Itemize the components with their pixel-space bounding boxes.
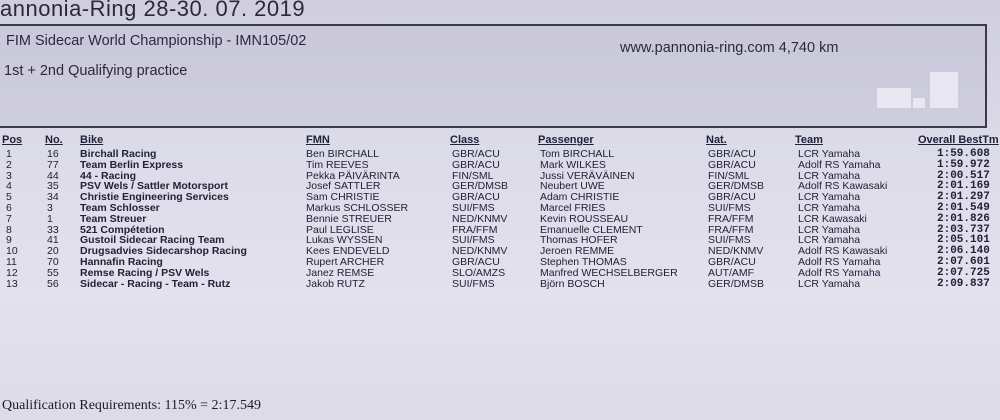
logo-fragment xyxy=(877,88,911,108)
table-row xyxy=(0,267,1000,278)
cell-passenger: Marcel FRIES xyxy=(540,202,606,214)
cell-pos: 13 xyxy=(6,277,18,290)
cell-class: NED/KNMV xyxy=(452,212,508,225)
cell-no: 33 xyxy=(47,223,59,236)
cell-no: 44 xyxy=(47,169,59,182)
cell-no: 70 xyxy=(47,256,59,268)
cell-best: 2:01.297 xyxy=(937,191,990,204)
cell-no: 56 xyxy=(47,277,59,290)
cell-nat: FRA/FFM xyxy=(708,223,754,236)
cell-best: 2:07.725 xyxy=(937,266,990,279)
col-header-fmn: FMN xyxy=(306,134,330,146)
table-row xyxy=(0,180,1000,191)
cell-no: 3 xyxy=(47,202,53,214)
cell-passenger: Stephen THOMAS xyxy=(540,256,627,268)
cell-best: 2:01.549 xyxy=(937,202,990,214)
cell-pos: 5 xyxy=(6,191,12,204)
cell-fmn: Markus SCHLOSSER xyxy=(306,202,409,214)
cell-class: NED/KNMV xyxy=(452,245,508,258)
cell-class: GBR/ACU xyxy=(452,256,500,268)
cell-best: 2:00.517 xyxy=(937,169,990,182)
cell-team: LCR Yamaha xyxy=(798,277,861,290)
cell-pos: 2 xyxy=(6,158,12,171)
cell-pos: 6 xyxy=(6,202,12,214)
cell-fmn: Sam CHRISTIE xyxy=(306,191,380,204)
cell-nat: GBR/ACU xyxy=(708,256,756,268)
cell-fmn: Lukas WYSSEN xyxy=(306,234,383,247)
col-header-bike: Bike xyxy=(80,134,104,146)
cell-best: 2:03.737 xyxy=(937,223,990,236)
cell-team: Adolf RS Kawasaki xyxy=(798,180,888,193)
cell-nat: SUI/FMS xyxy=(708,234,751,247)
cell-passenger: Adam CHRISTIE xyxy=(540,191,620,204)
table-row xyxy=(0,202,1000,213)
col-header-team: Team xyxy=(795,134,823,146)
cell-fmn: Janez REMSE xyxy=(306,266,375,279)
cell-fmn: Kees ENDEVELD xyxy=(306,245,390,258)
cell-nat: GER/DMSB xyxy=(708,180,765,193)
cell-bike: Team Streuer xyxy=(80,212,147,225)
cell-class: FIN/SML xyxy=(452,169,494,182)
table-row xyxy=(0,170,1000,181)
cell-nat: GBR/ACU xyxy=(708,158,756,171)
website-and-length: www.pannonia-ring.com 4,740 km xyxy=(620,40,839,56)
qualification-requirements: Qualification Requirements: 115% = 2:17.549 xyxy=(2,398,261,413)
cell-class: SLO/AMZS xyxy=(452,266,506,279)
table-row xyxy=(0,159,1000,170)
cell-class: GBR/ACU xyxy=(452,158,500,171)
cell-bike: Team Berlin Express xyxy=(80,158,184,171)
cell-passenger: Jussi VERÄVÄINEN xyxy=(540,169,635,182)
cell-nat: GBR/ACU xyxy=(708,148,756,160)
event-title: annonia-Ring 28-30. 07. 2019 xyxy=(0,0,306,21)
table-row xyxy=(0,278,1000,289)
cell-no: 77 xyxy=(47,158,59,171)
cell-fmn: Rupert ARCHER xyxy=(306,256,385,268)
cell-best: 2:06.140 xyxy=(937,245,990,258)
cell-bike: Sidecar - Racing - Team - Rutz xyxy=(80,277,231,290)
cell-team: LCR Kawasaki xyxy=(798,212,867,225)
table-row xyxy=(0,148,1000,159)
cell-passenger: Tom BIRCHALL xyxy=(540,148,615,160)
cell-team: Adolf RS Kawasaki xyxy=(798,245,888,258)
cell-team: Adolf RS Yamaha xyxy=(798,256,881,268)
table-row xyxy=(0,245,1000,256)
cell-no: 35 xyxy=(47,180,59,193)
table-row xyxy=(0,224,1000,235)
cell-best: 2:05.101 xyxy=(937,234,990,247)
cell-passenger: Neubert UWE xyxy=(540,180,605,193)
col-header-class: Class xyxy=(450,134,480,146)
cell-class: SUI/FMS xyxy=(452,202,495,214)
cell-best: 2:01.169 xyxy=(937,180,990,193)
col-header-passenger: Passenger xyxy=(538,134,594,146)
cell-pos: 12 xyxy=(6,266,18,279)
cell-passenger: Mark WILKES xyxy=(540,158,606,171)
cell-team: LCR Yamaha xyxy=(798,234,861,247)
cell-team: LCR Yamaha xyxy=(798,169,861,182)
cell-nat: AUT/AMF xyxy=(708,266,755,279)
cell-bike: Gustoil Sidecar Racing Team xyxy=(80,234,225,247)
cell-pos: 8 xyxy=(6,223,12,236)
cell-passenger: Manfred WECHSELBERGER xyxy=(540,266,678,279)
table-row xyxy=(0,234,1000,245)
cell-bike: PSV Wels / Sattler Motorsport xyxy=(80,180,228,193)
logo-fragment xyxy=(913,98,925,108)
cell-no: 41 xyxy=(47,234,59,247)
cell-bike: Christie Engineering Services xyxy=(80,191,229,204)
col-header-pos: Pos xyxy=(2,134,23,146)
cell-nat: GER/DMSB xyxy=(708,277,765,290)
cell-team: LCR Yamaha xyxy=(798,191,861,204)
col-header-nat: Nat. xyxy=(706,134,727,146)
cell-class: FRA/FFM xyxy=(452,223,498,236)
cell-pos: 3 xyxy=(6,169,12,182)
cell-passenger: Kevin ROUSSEAU xyxy=(540,212,629,225)
cell-fmn: Paul LEGLISE xyxy=(306,223,374,236)
cell-pos: 1 xyxy=(6,148,12,160)
cell-fmn: Jakob RUTZ xyxy=(306,277,365,290)
cell-fmn: Josef SATTLER xyxy=(306,180,381,193)
cell-fmn: Tim REEVES xyxy=(306,158,369,171)
cell-fmn: Ben BIRCHALL xyxy=(306,148,379,160)
cell-best: 1:59.608 xyxy=(937,148,990,160)
logo-fragment xyxy=(930,72,958,108)
cell-nat: SUI/FMS xyxy=(708,202,751,214)
col-header-no: No. xyxy=(45,134,63,146)
cell-best: 1:59.972 xyxy=(937,158,990,171)
cell-bike: 44 - Racing xyxy=(80,169,137,182)
table-row xyxy=(0,213,1000,224)
cell-bike: Hannafin Racing xyxy=(80,256,163,268)
cell-pos: 4 xyxy=(6,180,12,193)
cell-pos: 11 xyxy=(6,256,17,268)
cell-class: SUI/FMS xyxy=(452,277,495,290)
cell-bike: Drugsadvies Sidecarshop Racing xyxy=(80,245,247,258)
cell-class: GER/DMSB xyxy=(452,180,509,193)
cell-no: 1 xyxy=(47,212,53,225)
cell-team: LCR Yamaha xyxy=(798,148,861,160)
session-title: 1st + 2nd Qualifying practice xyxy=(4,63,188,79)
cell-no: 20 xyxy=(47,245,59,258)
cell-nat: GBR/ACU xyxy=(708,191,756,204)
cell-bike: 521 Compétetion xyxy=(80,223,165,236)
cell-team: Adolf RS Yamaha xyxy=(798,158,881,171)
cell-best: 2:01.826 xyxy=(937,212,990,225)
cell-fmn: Pekka PÄIVÄRINTA xyxy=(306,169,400,182)
col-header-best: Overall BestTm xyxy=(918,134,999,146)
cell-team: LCR Yamaha xyxy=(798,202,861,214)
cell-no: 55 xyxy=(47,266,59,279)
cell-pos: 10 xyxy=(6,245,18,258)
cell-bike: Team Schlosser xyxy=(80,202,160,214)
cell-best: 2:09.837 xyxy=(937,277,990,290)
cell-passenger: Björn BOSCH xyxy=(540,277,605,290)
cell-team: LCR Yamaha xyxy=(798,223,861,236)
cell-bike: Remse Racing / PSV Wels xyxy=(80,266,210,279)
cell-no: 16 xyxy=(47,148,59,160)
cell-nat: FIN/SML xyxy=(708,169,750,182)
cell-no: 34 xyxy=(47,191,59,204)
championship-title: FIM Sidecar World Championship - IMN105/02 xyxy=(6,33,307,49)
cell-class: GBR/ACU xyxy=(452,191,500,204)
cell-passenger: Thomas HOFER xyxy=(540,234,618,247)
cell-class: SUI/FMS xyxy=(452,234,495,247)
cell-nat: NED/KNMV xyxy=(708,245,764,258)
cell-fmn: Bennie STREUER xyxy=(306,212,392,225)
cell-passenger: Emanuelle CLEMENT xyxy=(540,223,643,236)
cell-team: Adolf RS Yamaha xyxy=(798,266,881,279)
table-row xyxy=(0,191,1000,202)
cell-nat: FRA/FFM xyxy=(708,212,754,225)
cell-best: 2:07.601 xyxy=(937,256,990,268)
cell-pos: 9 xyxy=(6,234,12,247)
cell-passenger: Jeroen REMME xyxy=(540,245,615,258)
cell-class: GBR/ACU xyxy=(452,148,500,160)
cell-pos: 7 xyxy=(6,212,12,225)
cell-bike: Birchall Racing xyxy=(80,148,157,160)
table-row xyxy=(0,256,1000,267)
